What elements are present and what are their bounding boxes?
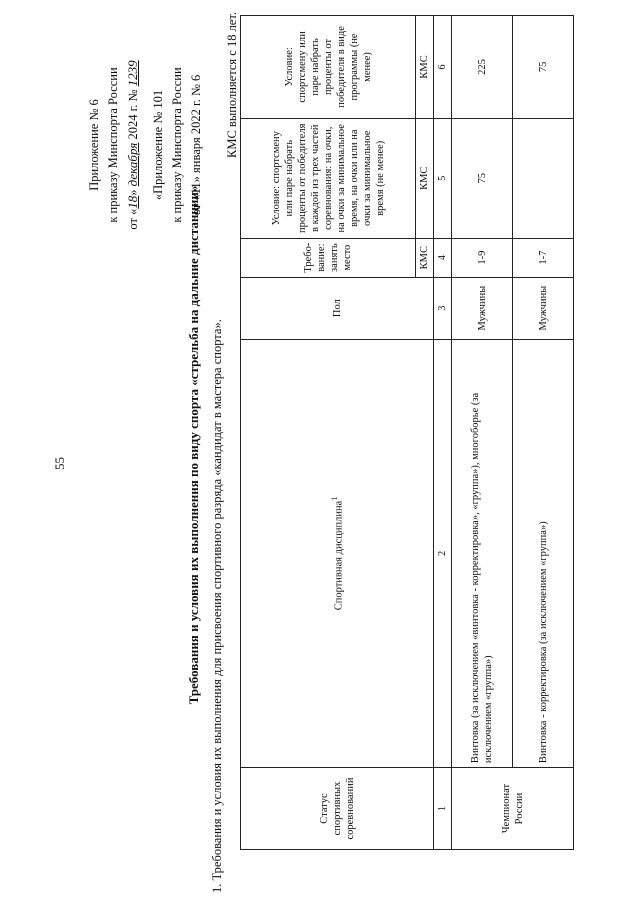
header-condition-three-parts: Условие: спортсмену или паре набрать проценты от победителя в каждой из трех частей соревнования: на очки, на очки за минимальное время, на очки или на очки за минимальное время (не менее) [241,118,416,238]
percent-program-cell: 225 [452,16,513,119]
original-order-ref: к приказу Минспорта России [170,67,184,223]
percent-three-parts-cell: 75 [452,118,513,238]
appendix-title: Приложение № 6 [87,99,101,191]
original-appendix-title: «Приложение № 101 [151,89,165,201]
column-number: 3 [434,277,452,339]
header-row [241,16,416,850]
page-number: 55 [52,457,67,470]
discipline-cell: Винтовка (за исключением «винтовка - корректировка», «группа»), многоборье (за исключением «группа») [452,339,513,767]
status-cell: Чемпионат России [452,768,574,850]
appendix-order-ref: к приказу Минспорта России [106,67,120,223]
gender-cell: Мужчины [513,277,574,339]
handwritten-number: 1239 [125,60,140,87]
discipline-cell: Винтовка - корректировка (за исключением «группа») [513,339,574,767]
subheader-kms: КМС [416,16,434,119]
appendix-date-line: от «18» декабря 2024 г. № 1239 [125,60,140,230]
header-condition-program: Условие: спортсмену или паре набрать проценты от победителя в виде программы (не менее) [241,16,416,119]
handwritten-month: декабря [125,142,140,187]
header-discipline: Спортивная дисциплина$^1$ [241,339,434,767]
subheader-kms: КМС [416,238,434,277]
percent-program-cell: 75 [513,16,574,119]
header-status: Статус спортивных соревнований [241,768,434,850]
place-cell: 1-9 [452,238,513,277]
header-place: Требо-вание: занять место [241,238,416,277]
column-number: 1 [434,768,452,850]
handwritten-day: 18 [125,195,140,209]
table-row [452,16,513,850]
document-title: Требования и условия их выполнения по виду спорта «стрельба на дальние дистанции» [186,185,201,705]
table-row [513,16,574,850]
original-date-line: от «11» января 2022 г. № 6 [189,74,203,216]
requirements-table [240,15,574,850]
place-cell: 1-7 [513,238,574,277]
column-number-row [434,16,452,850]
header-gender: Пол [241,277,434,339]
kms-age-note: КМС выполняется с 18 лет. [225,12,239,158]
subheader-kms: КМС [416,118,434,238]
column-number: 2 [434,339,452,767]
percent-three-parts-cell [513,118,574,238]
gender-cell: Мужчины [452,277,513,339]
column-number: 6 [434,16,452,119]
column-number: 5 [434,118,452,238]
column-number: 4 [434,238,452,277]
section-subtitle: 1. Требования и условия их выполнения для присвоения спортивного разряда «кандидат в мастера спорта». [210,319,224,893]
